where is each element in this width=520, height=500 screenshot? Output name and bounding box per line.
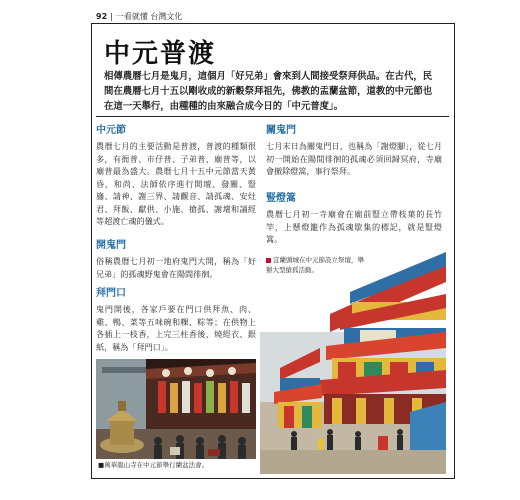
left-photo-caption: ■萬華龍山寺在中元節舉行蘭盆法會。 [96,459,256,471]
altar-photo [260,252,446,474]
section-body: 俗稱農曆七月初一地府鬼門大開，稱為「好兄弟」的孤魂野鬼會在陽間徘徊。 [96,256,256,279]
running-head-separator: | [110,12,113,21]
section-body: 農曆七月初一寺廟會在廟前豎立帶枝葉的長竹竿，上懸燈籠作為孤魂歇集的標記，就是豎燈篙。 [266,209,442,244]
temple-photo [96,359,256,469]
page-title: 中元普渡 [104,39,217,69]
section-body: 七月末日為關鬼門日，也稱為「謝燈腳」，從七月初一開始在陽間徘徊的孤魂必須回歸冥府，寺廟會撤除燈篙，事行祭拜。 [266,141,442,176]
right-photo-caption-text: 宜蘭頭城在中元節設立祭壇，舉辦大型搶孤活動。 [266,256,364,274]
page-number: 92 [96,12,108,21]
caption-marker-icon [266,258,271,263]
temple-photo-illustration [96,359,256,469]
section-heading: 豎燈篙 [266,193,296,204]
section-heading: 中元節 [96,125,126,136]
right-photo-caption [266,256,366,275]
section-heading: 開鬼門 [96,240,126,251]
running-head [96,11,182,22]
series-title: 一看就懂 台灣文化 [115,12,183,21]
altar-photo-illustration [260,252,446,474]
section-open-ghost-gate [96,239,256,280]
section-zhongyuan [96,124,256,228]
section-lantern-pole [266,192,442,246]
section-heading: 拜門口 [96,288,126,299]
section-doorway-worship [96,287,256,353]
section-heading: 關鬼門 [266,125,296,136]
divider-rule [96,116,449,117]
intro-paragraph: 相傳農曆七月是鬼月，這個月「好兄弟」會來到人間接受祭拜供品。在古代，民間在農曆七月十五以剛收成的新穀祭拜祖先，佛教的盂蘭盆節，道教的中元節也在這一天舉行，由種種的由來融合成今日的「中元普度」。 [104,71,433,112]
section-body: 農曆七月的主要活動是普渡，普渡的種類很多，有衙普、市仔普、子弟普、廟普等，以廟普最為盛大。農曆七月十五中元節當天黃昏，和尚、法師依序進行開壇、發關、豎旛、請神、謝三界、請觀音、請孤魂、安灶君、拜飯、獻供、小施、搶孤、謝壇和誦經等超渡亡魂的儀式。 [96,141,256,226]
section-close-ghost-gate [266,124,442,178]
section-body: 鬼門開後，各家戶要在門口供拜魚、肉、雞、鴨、菜等五味碗和粿、粽等；在供物上各插上一枝香，上完三柱香後，燒經衣、銀紙，稱為「拜門口」。 [96,304,256,352]
